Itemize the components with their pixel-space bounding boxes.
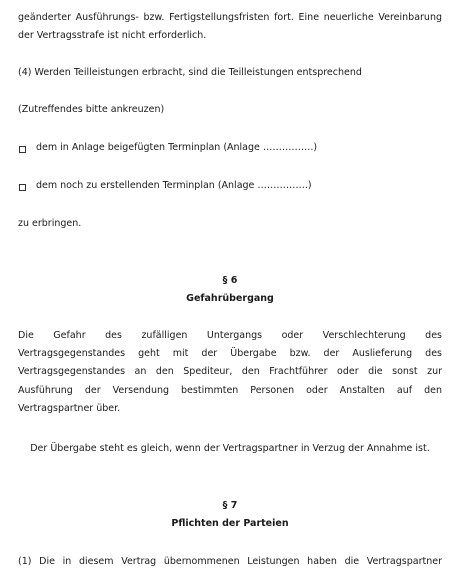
section-7-number: § 7 (222, 500, 238, 511)
paragraph-4-text: (4) Werden Teilleistungen erbracht, sind die Teilleistungen entsprechend (18, 67, 362, 78)
paragraph-4-hint: (Zutreffendes bitte ankreuzen) (18, 104, 165, 115)
section-7-line-1: (1) Die in diesem Vertrag übernommenen Leistungen haben die Vertragspartner (18, 556, 442, 567)
section-6-line-4: Ausführung der Versendung bestimmten Personen oder Anstalten auf den (18, 385, 442, 396)
section-6-line-1: Die Gefahr des zufälligen Untergangs oder Verschlechterung des (18, 330, 442, 341)
section-7-title: Pflichten der Parteien (171, 518, 289, 529)
option-2-label: dem noch zu erstellenden Terminplan (Anlage …………….) (36, 180, 312, 191)
section-6-line-3: Vertragsgegenstandes an den Spediteur, den Frachtführer oder die sonst zur (18, 366, 442, 377)
intro-line-2: der Vertragsstrafe ist nicht erforderlich. (18, 30, 207, 41)
paragraph-4-closing: zu erbringen. (18, 218, 82, 229)
section-6-line-2: Vertragsgegenstandes geht mit der Übergabe bzw. der Auslieferung des (18, 348, 442, 359)
intro-line-1: geänderter Ausführungs- bzw. Fertigstellungsfristen fort. Eine neuerliche Vereinbarung (18, 12, 442, 23)
checkbox-option-1[interactable] (19, 146, 26, 153)
section-6-title: Gefahrübergang (186, 293, 274, 304)
section-6-note: Der Übergabe steht es gleich, wenn der Vertragspartner in Verzug der Annahme ist. (30, 443, 430, 454)
checkbox-option-2[interactable] (19, 184, 26, 191)
section-6-number: § 6 (222, 275, 238, 286)
option-1-label: dem in Anlage beigefügten Terminplan (Anlage …………….) (36, 142, 318, 153)
section-6-line-5: Vertragspartner über. (18, 403, 121, 414)
